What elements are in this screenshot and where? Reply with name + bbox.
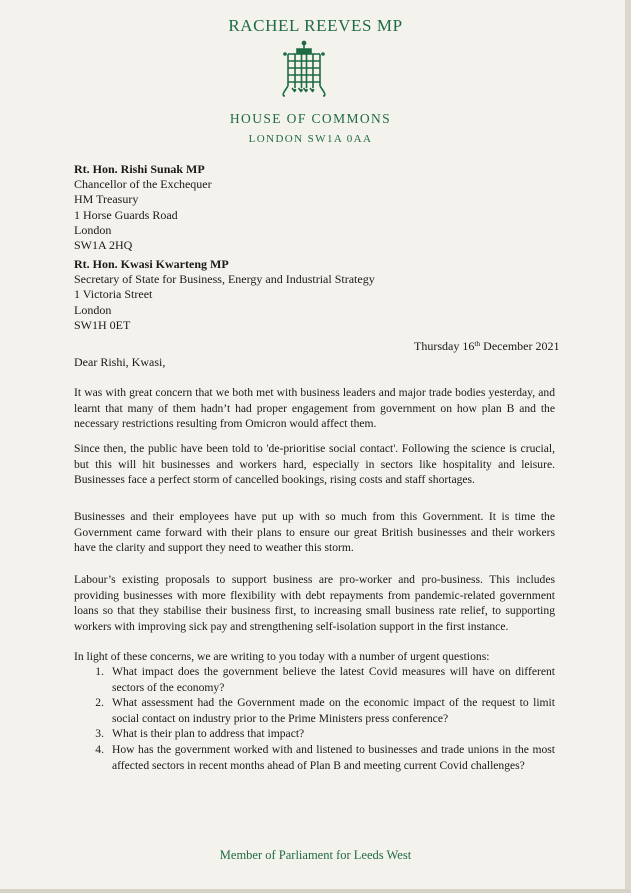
page-edge [0, 889, 631, 893]
list-item [74, 695, 555, 726]
date-day: Thursday 16 [414, 339, 475, 353]
recipient-name: Rt. Hon. Rishi Sunak MP [74, 162, 205, 176]
body-paragraph: It was with great concern that we both met with business leaders and major trade bodies yesterday, and learnt that many of them hadn’t had proper engagement from government on how plan B and the necessary restrictions resulting from Omicron would affect them. [74, 386, 555, 431]
address-line: SW1H 0ET [74, 317, 131, 332]
address-line: London [74, 302, 112, 317]
list-number: 1. [95, 665, 104, 678]
page-edge [625, 0, 631, 893]
list-text: What impact does the government believe the latest Covid measures will have on different sectors of the economy? [112, 665, 555, 694]
list-text: What is their plan to address that impact? [112, 727, 305, 741]
recipient-address-1 [74, 162, 212, 253]
letterhead-address: LONDON SW1A 0AA [248, 133, 373, 145]
body-paragraph: Businesses and their employees have put up with so much from this Government. It is time the Government came forward with their plans to ensure our great British businesses and their workers have the clarity and support they need to weather this storm. [74, 510, 555, 555]
date-suffix: th [474, 339, 481, 348]
salutation: Dear Rishi, Kwasi, [74, 355, 166, 369]
body-paragraph: Labour’s existing proposals to support business are pro-worker and pro-business. This includes providing businesses with more flexibility with debt repayments from pandemic-related government loans so that they stabilise their business first, to increasing small business rate relief, to supporting workers with improving sick pay and strengthening self-isolation support in the first instance. [74, 573, 555, 633]
letterhead-name: RACHEL REEVES MP [228, 16, 403, 35]
list-item [74, 664, 555, 695]
recipient-address-2 [74, 257, 375, 333]
letter-date [414, 339, 559, 354]
question-list [74, 664, 555, 773]
list-item [74, 726, 555, 742]
date-rest: December 2021 [480, 339, 560, 353]
letterhead-house: HOUSE OF COMMONS [229, 111, 392, 126]
address-line: HM Treasury [74, 192, 139, 207]
address-line: Chancellor of the Exchequer [74, 177, 212, 192]
list-text: How has the government worked with and listened to businesses and trade unions in the most affected sectors in recent months ahead of Plan B and meeting current Covid challenges? [112, 742, 555, 772]
address-line: Secretary of State for Business, Energy and Industrial Strategy [74, 272, 375, 287]
list-text: What assessment had the Government made on the economic impact of the request to limit social contact on industry prior to the Prime Ministers press conference? [112, 696, 555, 725]
address-line: London [74, 222, 112, 237]
body-paragraph: Since then, the public have been told to 'de-prioritise social contact'. Following the science is crucial, but this will hit businesses and workers hard, especially in sectors like hospitality and leisure. Businesses face a perfect storm of cancelled bookings, rising costs and staff shortages. [74, 442, 555, 487]
recipient-name: Rt. Hon. Kwasi Kwarteng MP [74, 257, 229, 271]
portcullis-icon [282, 40, 326, 98]
address-line: 1 Victoria Street [74, 287, 153, 302]
address-line: 1 Horse Guards Road [74, 207, 178, 222]
footer-constituency: Member of Parliament for Leeds West [219, 848, 412, 862]
list-number: 2. [95, 696, 104, 710]
list-number: 3. [95, 727, 104, 741]
body-paragraph: In light of these concerns, we are writing to you today with a number of urgent questions: [74, 650, 490, 663]
list-number: 4. [95, 742, 104, 756]
list-item [74, 742, 555, 773]
address-line: SW1A 2HQ [74, 238, 133, 253]
